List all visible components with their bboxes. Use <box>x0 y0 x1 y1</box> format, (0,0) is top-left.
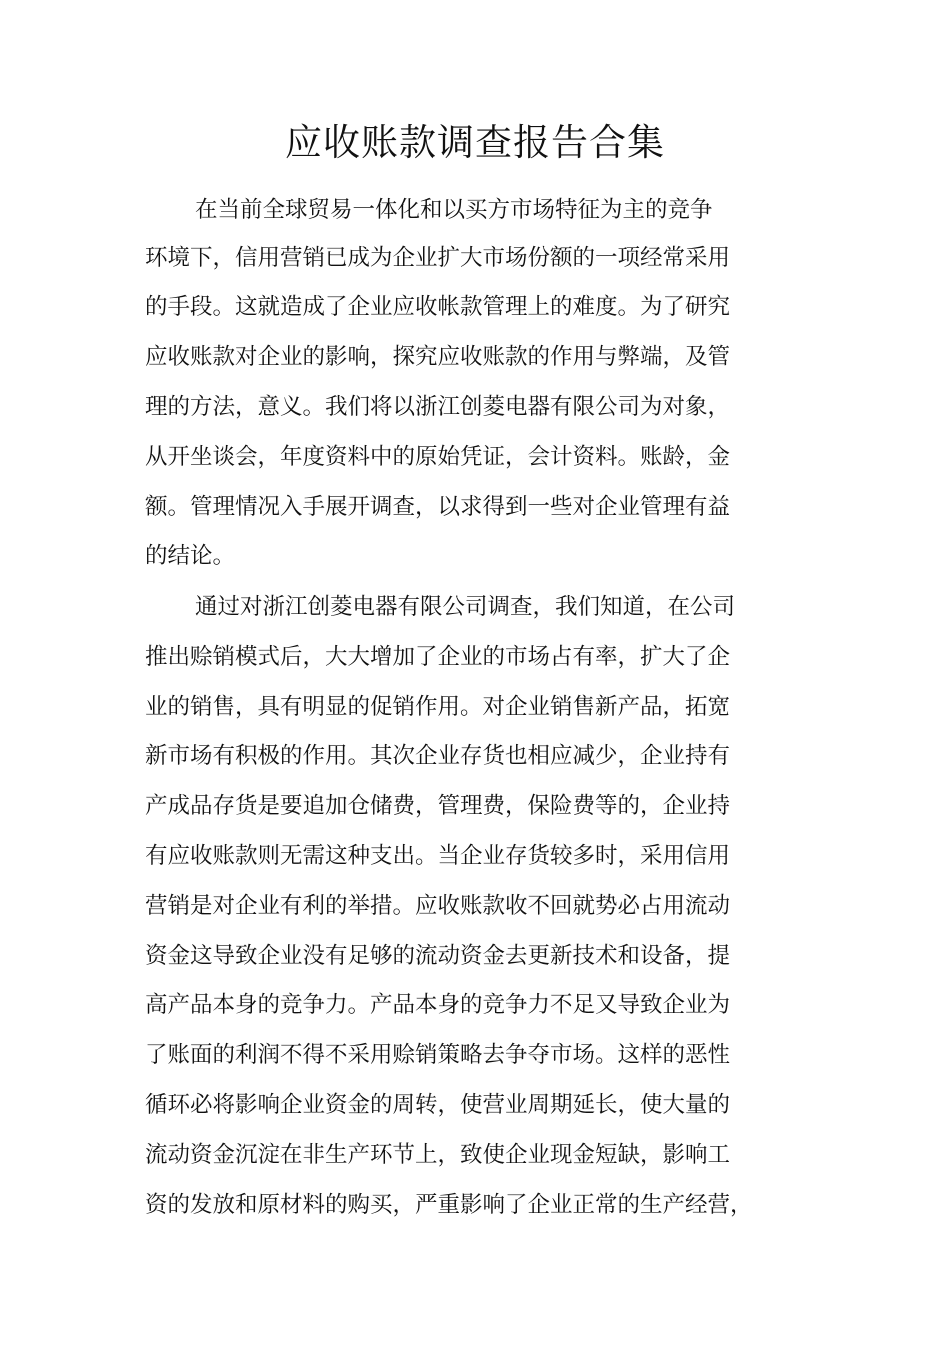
paragraph-1-line-5: 理的方法，意义。我们将以浙江创菱电器有限公司为对象， <box>145 394 731 420</box>
paragraph-1-line-1: 在当前全球贸易一体化和以买方市场特征为主的竞争 <box>195 197 713 223</box>
paragraph-2-line-13: 资的发放和原材料的购买，严重影响了企业正常的生产经营， <box>145 1192 753 1218</box>
paragraph-2-line-5: 产成品存货是要追加仓储费，管理费，保险费等的，企业持 <box>145 793 731 819</box>
paragraph-2-line-8: 资金这导致企业没有足够的流动资金去更新技术和设备，提 <box>145 943 731 969</box>
paragraph-2-line-11: 循环必将影响企业资金的周转，使营业周期延长，使大量的 <box>145 1092 731 1118</box>
document-title: 应收账款调查报告合集 <box>285 121 665 164</box>
paragraph-2-line-12: 流动资金沉淀在非生产环节上，致使企业现金短缺，影响工 <box>145 1142 731 1168</box>
paragraph-1-line-8: 的结论。 <box>145 543 236 569</box>
paragraph-1-line-6: 从开坐谈会，年度资料中的原始凭证，会计资料。账龄，金 <box>145 444 731 470</box>
paragraph-1-line-4: 应收账款对企业的影响，探究应收账款的作用与弊端，及管 <box>145 344 731 370</box>
paragraph-2-line-2: 推出赊销模式后，大大增加了企业的市场占有率，扩大了企 <box>145 644 731 670</box>
paragraph-2-line-6: 有应收账款则无需这种支出。当企业存货较多时，采用信用 <box>145 843 731 869</box>
paragraph-1-line-2: 环境下，信用营销已成为企业扩大市场份额的一项经常采用 <box>145 245 731 271</box>
paragraph-2-line-3: 业的销售，具有明显的促销作用。对企业销售新产品，拓宽 <box>145 694 731 720</box>
paragraph-2-line-9: 高产品本身的竞争力。产品本身的竞争力不足又导致企业为 <box>145 992 731 1018</box>
paragraph-1-line-7: 额。管理情况入手展开调查，以求得到一些对企业管理有益 <box>145 494 731 520</box>
paragraph-2-line-7: 营销是对企业有利的举措。应收账款收不回就势必占用流动 <box>145 893 731 919</box>
paragraph-2-line-10: 了账面的利润不得不采用赊销策略去争夺市场。这样的恶性 <box>145 1042 731 1068</box>
paragraph-2-line-4: 新市场有积极的作用。其次企业存货也相应减少，企业持有 <box>145 743 731 769</box>
paragraph-2-line-1: 通过对浙江创菱电器有限公司调查，我们知道，在公司 <box>195 594 736 620</box>
paragraph-1-line-3: 的手段。这就造成了企业应收帐款管理上的难度。为了研究 <box>145 294 731 320</box>
